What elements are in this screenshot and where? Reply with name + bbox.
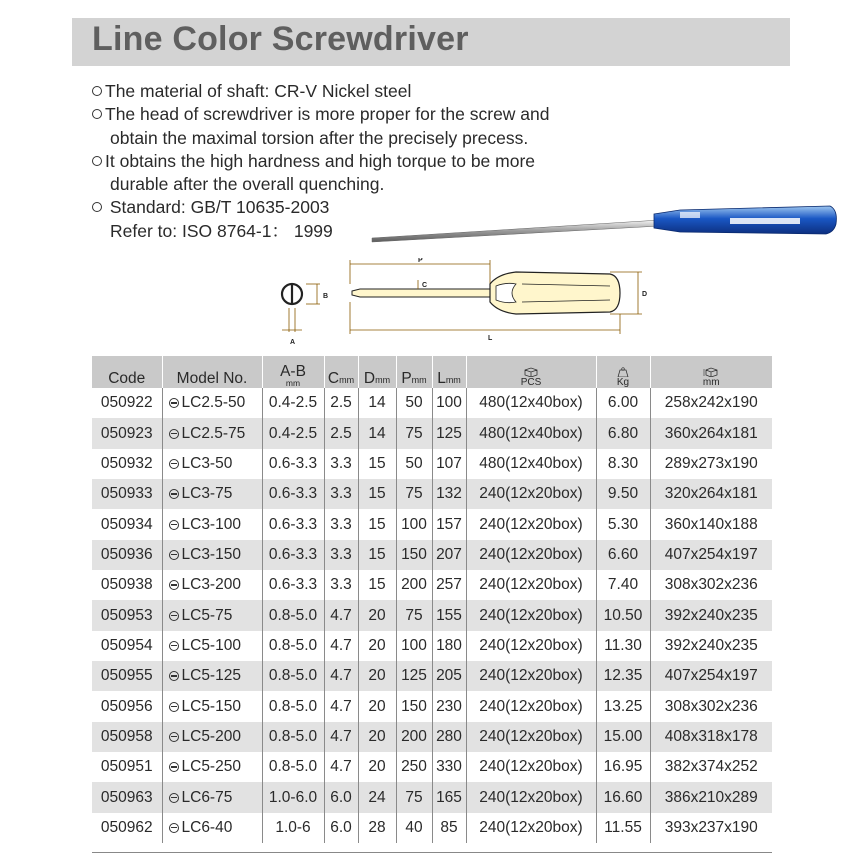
page-title: Line Color Screwdriver [92, 20, 469, 58]
cell-kg: 5.30 [596, 509, 650, 539]
slotted-tip-icon [169, 762, 179, 772]
cell-pcs: 240(12x20box) [466, 600, 596, 630]
cell-p: 100 [396, 509, 432, 539]
cell-l: 107 [432, 449, 466, 479]
cell-ab: 0.6-3.3 [262, 449, 324, 479]
label-b: B [323, 293, 329, 300]
cell-dims: 360x140x188 [650, 509, 772, 539]
feature-text: obtain the maximal torsion after the precisely precess. [110, 127, 529, 148]
cell-model: LC2.5-50 [162, 388, 262, 418]
table-row [92, 570, 772, 600]
cell-ab: 0.6-3.3 [262, 479, 324, 509]
cell-dims: 386x210x289 [650, 782, 772, 812]
cell-code: 050954 [100, 636, 153, 654]
cell-d: 15 [358, 570, 396, 600]
cell-pcs: 240(12x20box) [466, 509, 596, 539]
cell-pcs: 240(12x20box) [466, 782, 596, 812]
cell-l: 180 [432, 631, 466, 661]
cell-code: 050923 [92, 418, 162, 448]
feature-line [92, 173, 550, 196]
cell-model: LC3-150 [162, 540, 262, 570]
cell-ab: 0.6-3.3 [262, 509, 324, 539]
cell-p: 50 [396, 449, 432, 479]
header-p: Pmm [396, 356, 432, 388]
cell-dims: 360x264x181 [650, 418, 772, 448]
cell-l: 205 [432, 661, 466, 691]
slotted-tip-icon [169, 398, 179, 408]
cell-model: LC5-75 [162, 600, 262, 630]
cell-c: 2.5 [324, 418, 358, 448]
cell-model: LC5-100 [162, 631, 262, 661]
cell-c: 3.3 [324, 479, 358, 509]
table-bottom-rule [92, 852, 772, 853]
cell-code: 050963 [92, 782, 162, 812]
circle-bullet-icon [92, 156, 102, 166]
cell-code: 050953 [92, 600, 162, 630]
cell-dims: 393x237x190 [650, 813, 772, 843]
cell-l: 155 [432, 600, 466, 630]
box-icon [524, 367, 538, 377]
cell-c: 3.3 [324, 449, 358, 479]
header-dims: mm [650, 356, 772, 388]
cell-l: 280 [432, 722, 466, 752]
cell-p: 75 [396, 418, 432, 448]
slotted-tip-icon [169, 793, 179, 803]
feature-text: Standard: GB/T 10635-2003 [105, 197, 330, 218]
cell-dims: 392x240x235 [650, 631, 772, 661]
cell-model: LC5-150 [162, 691, 262, 721]
cell-dims: 289x273x190 [650, 449, 772, 479]
header-kg: Kg [596, 356, 650, 388]
cell-dims: 392x240x235 [650, 600, 772, 630]
cell-pcs: 480(12x40box) [466, 388, 596, 418]
cell-code: 050936 [92, 540, 162, 570]
feature-line [92, 80, 550, 103]
table-row [92, 388, 772, 418]
cell-l: 100 [432, 388, 466, 418]
cell-c: 3.3 [324, 570, 358, 600]
cell-d: 20 [358, 600, 396, 630]
cell-code: 050962 [100, 818, 153, 836]
circle-bullet-icon [92, 202, 102, 212]
cell-d: 24 [358, 782, 396, 812]
cell-dims: 258x242x190 [650, 388, 772, 418]
cell-dims: 407x254x197 [650, 540, 772, 570]
cell-pcs: 480(12x40box) [466, 449, 596, 479]
header-model: Model No. [162, 356, 262, 388]
cell-l: 125 [432, 418, 466, 448]
cell-code: 050958 [92, 722, 162, 752]
cell-d: 15 [358, 509, 396, 539]
cell-p: 200 [396, 570, 432, 600]
cell-d: 20 [358, 691, 396, 721]
cell-model: LC3-75 [162, 479, 262, 509]
cell-kg: 8.30 [596, 449, 650, 479]
cell-c: 3.3 [324, 540, 358, 570]
cell-pcs: 240(12x20box) [466, 691, 596, 721]
cell-p: 50 [396, 388, 432, 418]
cell-kg: 11.30 [596, 631, 650, 661]
cell-c: 3.3 [324, 509, 358, 539]
slotted-tip-icon [169, 671, 179, 681]
feature-text: The material of shaft: CR-V Nickel steel [105, 81, 412, 101]
cell-p: 75 [396, 479, 432, 509]
cell-d: 20 [358, 661, 396, 691]
cell-model: LC5-250 [162, 752, 262, 782]
cell-model: LC3-100 [162, 509, 262, 539]
cell-ab: 0.4-2.5 [262, 388, 324, 418]
cell-l: 257 [432, 570, 466, 600]
header-l: Lmm [432, 356, 466, 388]
cell-ab: 0.8-5.0 [262, 722, 324, 752]
cell-d: 15 [358, 540, 396, 570]
cell-pcs: 480(12x40box) [466, 418, 596, 448]
cell-kg: 16.95 [596, 752, 650, 782]
dimension-diagram [270, 258, 670, 350]
cell-p: 150 [396, 691, 432, 721]
cell-p: 40 [396, 813, 432, 843]
cell-dims: 382x374x252 [650, 752, 772, 782]
cell-pcs: 240(12x20box) [466, 540, 596, 570]
screwdriver-photo [360, 198, 840, 254]
slotted-tip-icon [169, 580, 179, 590]
cell-model: LC2.5-75 [162, 418, 262, 448]
slotted-tip-icon [169, 459, 179, 469]
table-row [92, 540, 772, 570]
feature-line [92, 150, 550, 173]
cell-kg: 6.80 [596, 418, 650, 448]
table-row [92, 782, 772, 812]
cell-model: LC5-200 [162, 722, 262, 752]
table-row [92, 691, 772, 721]
cell-d: 28 [358, 813, 396, 843]
cell-ab: 0.8-5.0 [262, 631, 324, 661]
table-row [92, 449, 772, 479]
circle-bullet-icon [92, 86, 102, 96]
cell-code: 050956 [100, 697, 153, 715]
table-row [92, 418, 772, 448]
cell-d: 20 [358, 752, 396, 782]
cell-c: 4.7 [324, 691, 358, 721]
header-code: Code [92, 356, 162, 388]
cell-c: 4.7 [324, 661, 358, 691]
slotted-tip-icon [169, 520, 179, 530]
feature-text: Refer to: ISO 8764-1： 1999 [110, 220, 333, 241]
cell-kg: 16.60 [596, 782, 650, 812]
cell-kg: 13.25 [596, 691, 650, 721]
cell-code: 050951 [100, 758, 153, 776]
table-row [92, 722, 772, 752]
cell-dims: 407x254x197 [650, 661, 772, 691]
cell-c: 6.0 [324, 782, 358, 812]
spec-table [92, 356, 772, 843]
cell-d: 15 [358, 449, 396, 479]
cell-model: LC6-75 [162, 782, 262, 812]
cell-ab: 1.0-6 [262, 813, 324, 843]
cell-p: 100 [396, 631, 432, 661]
cell-c: 4.7 [324, 600, 358, 630]
table-row [92, 752, 772, 782]
cell-model: LC6-40 [162, 813, 262, 843]
cell-d: 20 [358, 722, 396, 752]
cell-code: 050938 [100, 576, 153, 594]
slotted-tip-icon [169, 823, 179, 833]
cell-c: 4.7 [324, 752, 358, 782]
feature-text: durable after the overall quenching. [110, 174, 385, 195]
cell-l: 85 [432, 813, 466, 843]
cell-ab: 0.8-5.0 [262, 752, 324, 782]
cell-d: 20 [358, 631, 396, 661]
carton-dimension-icon [703, 367, 719, 377]
cell-kg: 15.00 [596, 722, 650, 752]
cell-pcs: 240(12x20box) [466, 570, 596, 600]
header-ab: A-B mm [262, 356, 324, 388]
cell-kg: 7.40 [596, 570, 650, 600]
circle-bullet-icon [92, 109, 102, 119]
cell-p: 75 [396, 782, 432, 812]
table-row [92, 509, 772, 539]
slotted-tip-icon [169, 732, 179, 742]
cell-model: LC5-125 [162, 661, 262, 691]
cell-pcs: 240(12x20box) [466, 631, 596, 661]
table-row [92, 661, 772, 691]
slotted-tip-icon [169, 550, 179, 560]
feature-line [92, 127, 550, 150]
cell-dims: 320x264x181 [650, 479, 772, 509]
cell-p: 150 [396, 540, 432, 570]
label-d: D [642, 291, 648, 298]
cell-p: 125 [396, 661, 432, 691]
cell-c: 2.5 [324, 388, 358, 418]
cell-code: 050933 [92, 479, 162, 509]
slotted-tip-icon [169, 429, 179, 439]
table-row [92, 600, 772, 630]
cell-model: LC3-200 [162, 570, 262, 600]
header-pcs: PCS [466, 356, 596, 388]
cell-d: 14 [358, 418, 396, 448]
cell-ab: 0.4-2.5 [262, 418, 324, 448]
cell-kg: 11.55 [596, 813, 650, 843]
cell-kg: 9.50 [596, 479, 650, 509]
cell-l: 132 [432, 479, 466, 509]
table-row [92, 813, 772, 843]
cell-pcs: 240(12x20box) [466, 661, 596, 691]
cell-l: 207 [432, 540, 466, 570]
cell-ab: 0.8-5.0 [262, 661, 324, 691]
cell-dims: 308x302x236 [650, 691, 772, 721]
cell-d: 15 [358, 479, 396, 509]
cell-code: 050922 [100, 394, 153, 412]
header-d: Dmm [358, 356, 396, 388]
cell-l: 165 [432, 782, 466, 812]
slotted-tip-icon [169, 702, 179, 712]
cell-code: 050932 [100, 454, 153, 472]
cell-ab: 1.0-6.0 [262, 782, 324, 812]
cell-pcs: 240(12x20box) [466, 479, 596, 509]
slotted-tip-icon [169, 611, 179, 621]
feature-line [92, 103, 550, 126]
cell-pcs: 240(12x20box) [466, 752, 596, 782]
cell-code: 050955 [92, 661, 162, 691]
cell-l: 330 [432, 752, 466, 782]
cell-ab: 0.6-3.3 [262, 540, 324, 570]
cell-kg: 10.50 [596, 600, 650, 630]
weight-icon [617, 367, 629, 377]
table-row [92, 631, 772, 661]
label-p: P [418, 258, 423, 264]
cell-d: 14 [358, 388, 396, 418]
cell-kg: 6.00 [596, 388, 650, 418]
feature-text: The head of screwdriver is more proper for the screw and [105, 104, 550, 125]
cell-kg: 6.60 [596, 540, 650, 570]
cell-l: 230 [432, 691, 466, 721]
slotted-tip-icon [169, 489, 179, 499]
table-row [92, 479, 772, 509]
cell-ab: 0.8-5.0 [262, 691, 324, 721]
table-header-row [92, 356, 772, 388]
label-a: A [290, 339, 296, 346]
spec-table-body [92, 388, 772, 843]
label-c: C [422, 282, 428, 289]
cell-c: 4.7 [324, 631, 358, 661]
cell-p: 75 [396, 600, 432, 630]
cell-pcs: 240(12x20box) [466, 813, 596, 843]
label-l: L [488, 335, 493, 342]
slotted-tip-icon [169, 641, 179, 651]
cell-pcs: 240(12x20box) [466, 722, 596, 752]
cell-code: 050934 [100, 515, 153, 533]
cell-ab: 0.8-5.0 [262, 600, 324, 630]
cell-kg: 12.35 [596, 661, 650, 691]
header-c: Cmm [324, 356, 358, 388]
cell-c: 6.0 [324, 813, 358, 843]
cell-c: 4.7 [324, 722, 358, 752]
cell-dims: 408x318x178 [650, 722, 772, 752]
cell-l: 157 [432, 509, 466, 539]
feature-text: It obtains the high hardness and high torque to be more [105, 150, 536, 171]
cell-p: 200 [396, 722, 432, 752]
cell-ab: 0.6-3.3 [262, 570, 324, 600]
cell-dims: 308x302x236 [650, 570, 772, 600]
cell-model: LC3-50 [162, 449, 262, 479]
cell-p: 250 [396, 752, 432, 782]
